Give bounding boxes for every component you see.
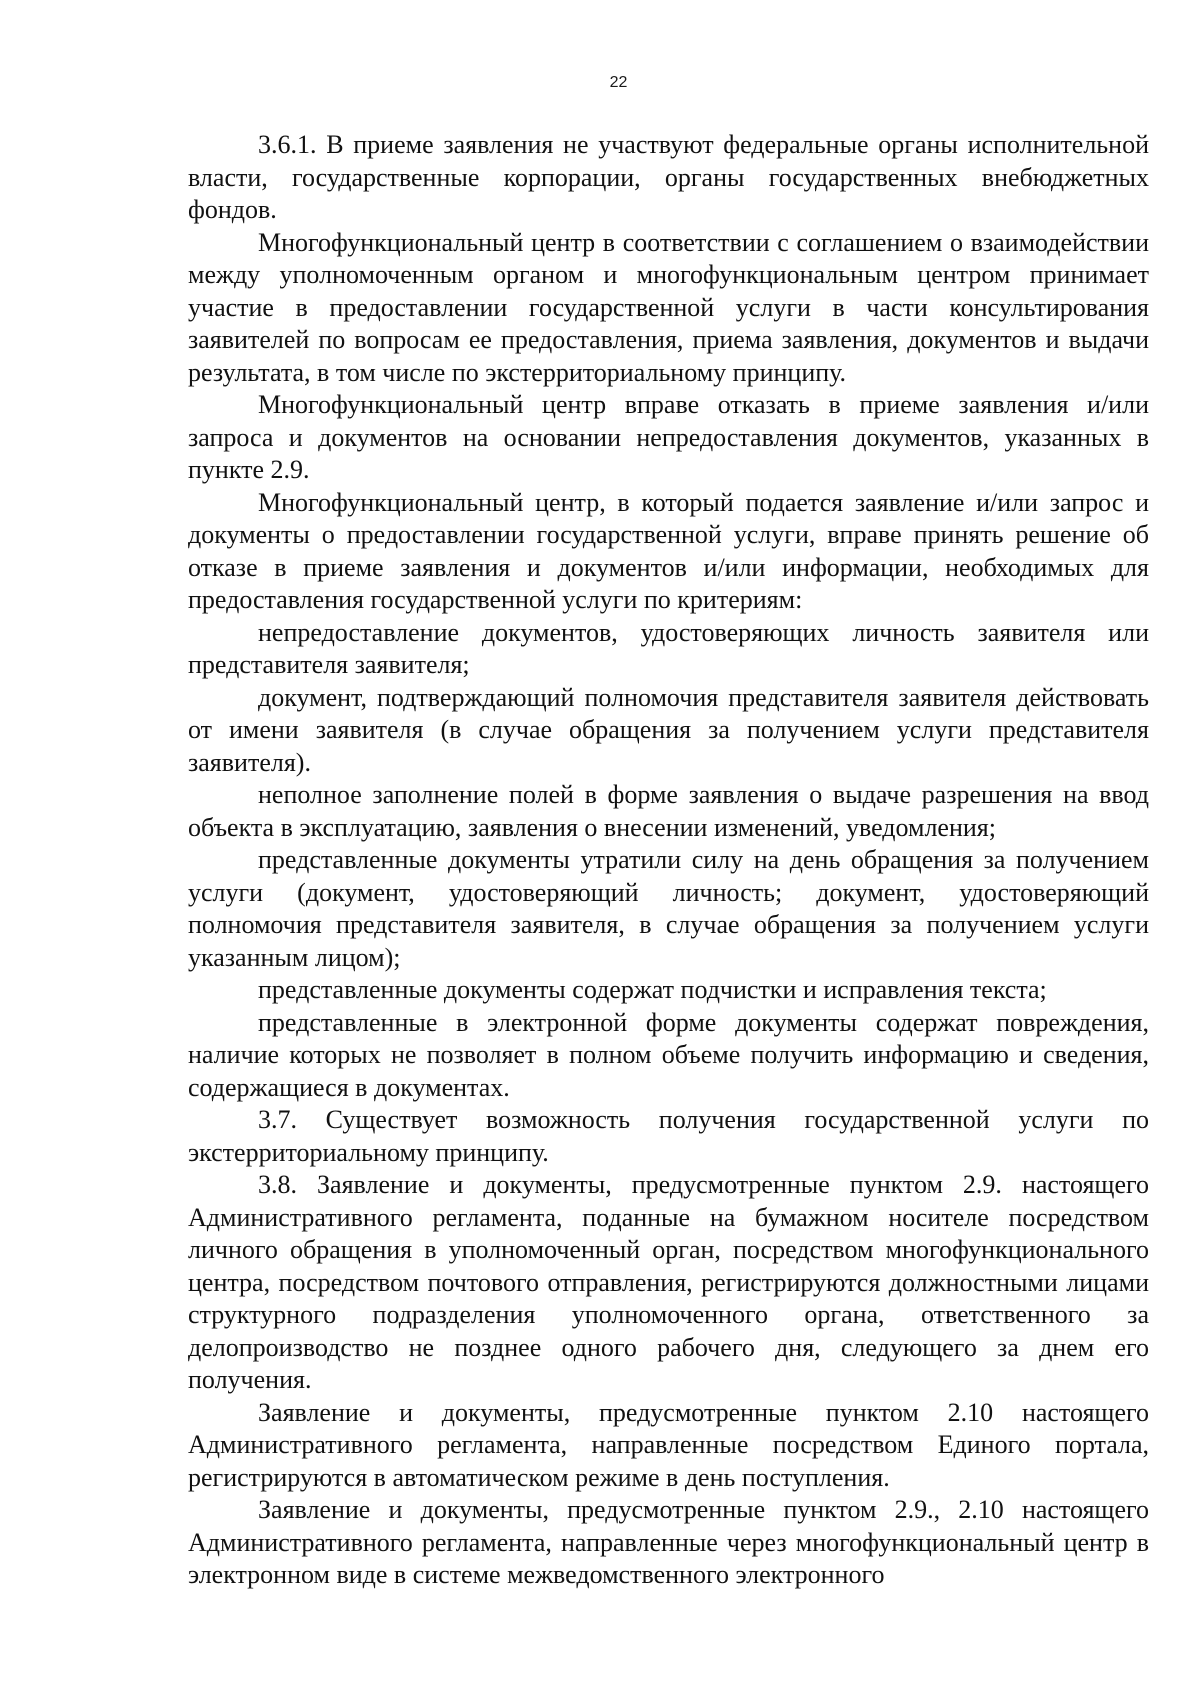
criterion-damaged-electronic: представленные в электронной форме документы содержат повреждения, наличие которых не позволяет в полном объеме получить информацию и сведения, содержащиеся в документах. (188, 1007, 1149, 1102)
paragraph-3-6-1: 3.6.1. В приеме заявления не участвуют федеральные органы исполнительной власти, государственные корпорации, органы государственных внебюджетных фондов. (188, 130, 1149, 224)
criterion-identity-documents: непредоставление документов, удостоверяющих личность заявителя или представителя заявителя; (188, 617, 1149, 679)
criterion-incomplete-form: неполное заполнение полей в форме заявления о выдаче разрешения на ввод объекта в эксплуатацию, заявления о внесении изменений, уведомления; (188, 780, 1149, 842)
paragraph-mfc-electronic: Заявление и документы, предусмотренные пунктом 2.9., 2.10 настоящего Административного регламента, направленные через многофункциональный центр в электронном виде в системе межведомственного электронного (188, 1495, 1149, 1589)
paragraph-3-7: 3.7. Существует возможность получения государственной услуги по экстерриториальному принципу. (188, 1105, 1149, 1167)
page-number: 22 (609, 74, 628, 91)
criterion-authority-document: документ, подтверждающий полномочия представителя заявителя действовать от имени заявителя (в случае обращения за получением услуги представителя заявителя). (188, 682, 1149, 777)
criterion-corrections: представленные документы содержат подчистки и исправления текста; (258, 975, 1047, 1004)
paragraph-mfc-criteria: Многофункциональный центр, в который подается заявление и/или запрос и документы о предоставлении государственной услуги, вправе принять решение об отказе в приеме заявления и документов и/или информации, необходимых для предоставления государственной услуги по критериям: (188, 487, 1149, 614)
paragraph-mfc-refusal: Многофункциональный центр вправе отказать в приеме заявления и/или запроса и документов на основании непредоставления документов, указанных в пункте 2.9. (188, 390, 1149, 484)
paragraph-3-8: 3.8. Заявление и документы, предусмотренные пунктом 2.9. настоящего Административного регламента, поданные на бумажном носителе посредством личного обращения в уполномоченный орган, посредством многофункционального центра, посредством почтового отправления, регистрируются должностными лицами структурного подразделения уполномоченного органа, ответственного за делопроизводство не позднее одного рабочего дня, следующего за днем его получения. (188, 1170, 1149, 1394)
document-body (188, 129, 1149, 1592)
criterion-expired-documents: представленные документы утратили силу на день обращения за получением услуги (документ, удостоверяющий личность; документ, удостоверяющий полномочия представителя заявителя, в случае обращения за получением услуги указанным лицом); (188, 845, 1149, 972)
paragraph-portal-registration: Заявление и документы, предусмотренные пунктом 2.10 настоящего Административного регламента, направленные посредством Единого портала, регистрируются в автоматическом режиме в день поступления. (188, 1397, 1149, 1492)
paragraph-mfc-participation: Многофункциональный центр в соответствии с соглашением о взаимодействии между уполномоченным органом и многофункциональным центром принимает участие в предоставлении государственной услуги в части консультирования заявителей по вопросам ее предоставления, приема заявления, документов и выдачи результата, в том числе по экстерриториальному принципу. (188, 227, 1149, 387)
